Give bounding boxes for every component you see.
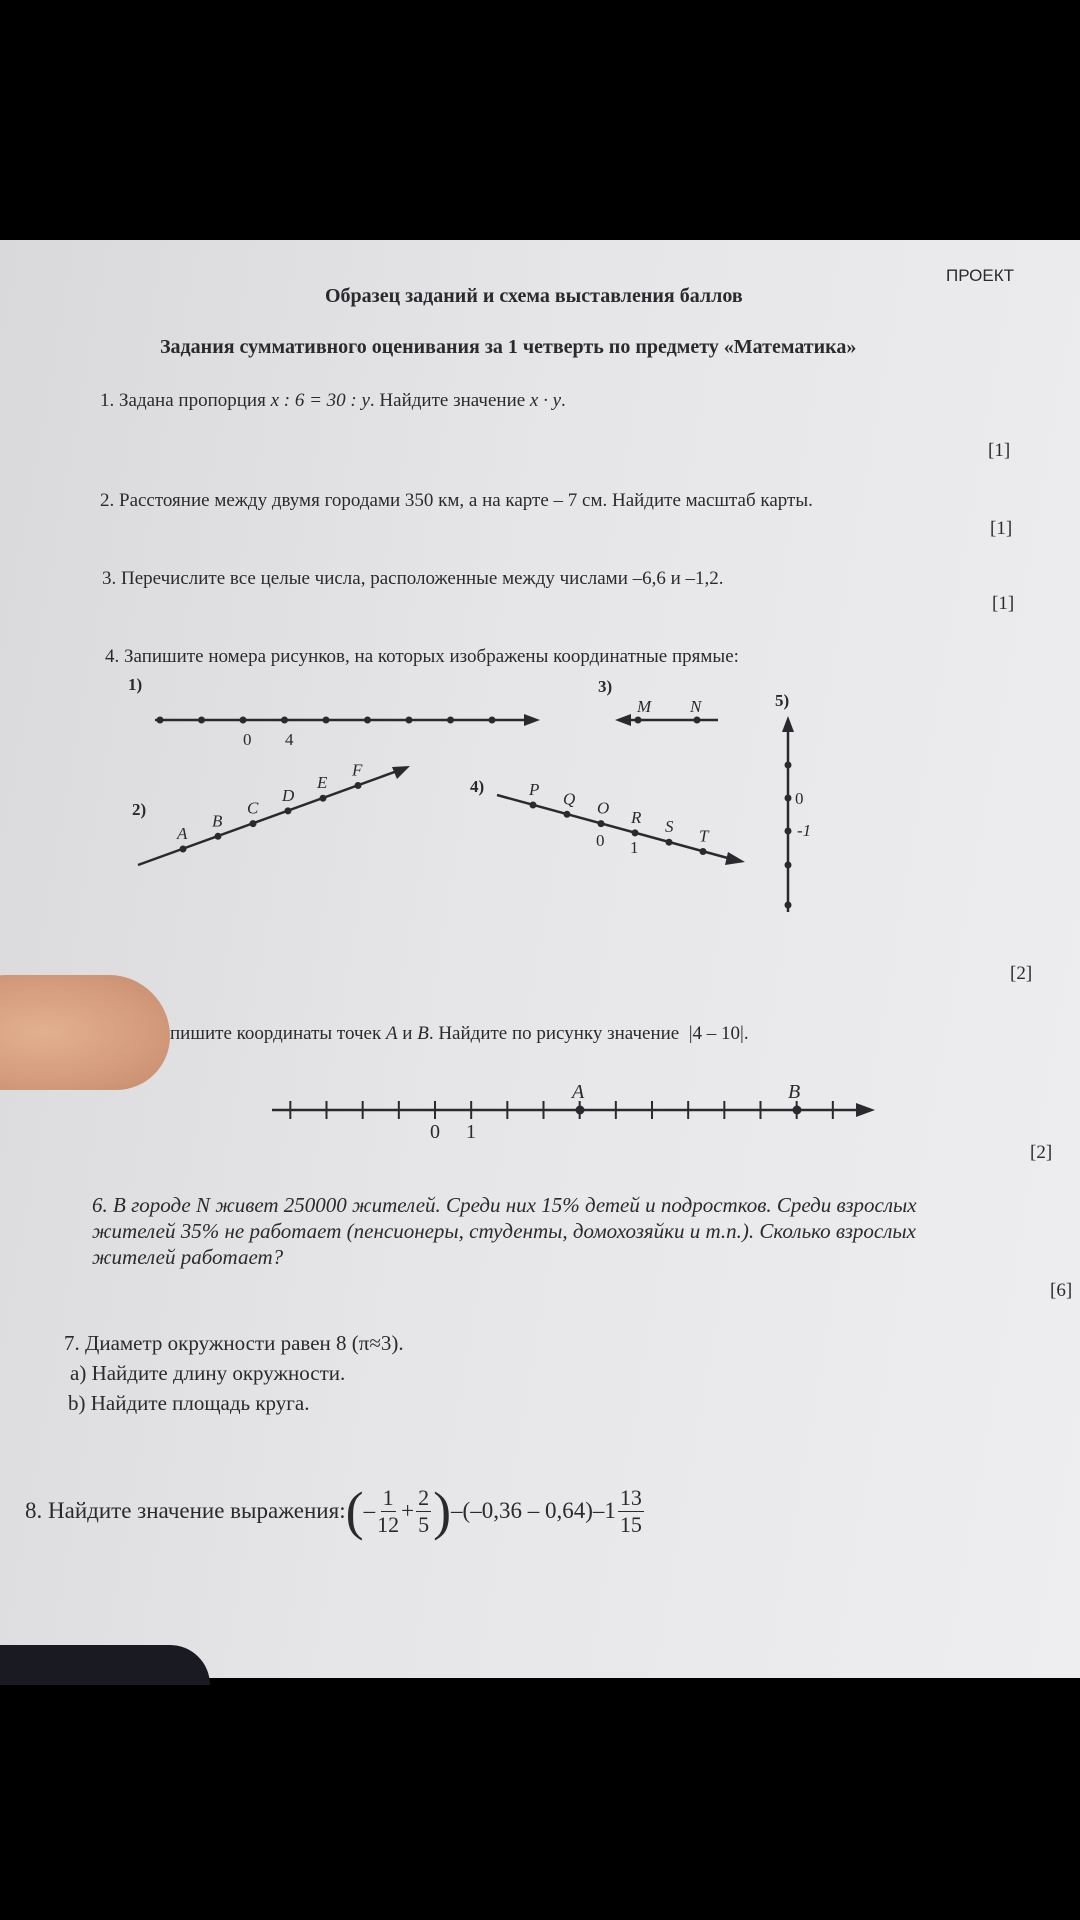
fig4-point: [598, 820, 605, 827]
q5-point-a: [576, 1106, 585, 1115]
q8-mid: –(–0,36 – 0,64)–1: [451, 1498, 616, 1523]
fig4-point: [564, 811, 571, 818]
q4-score: [2]: [1010, 963, 1033, 984]
q5-point-b: [793, 1106, 802, 1115]
fig2-point: [250, 820, 257, 827]
q8-fraction-2: [416, 1485, 431, 1538]
fig4-point-label: R: [631, 807, 642, 827]
fig4-num-0: 0: [596, 831, 605, 850]
fig1-dot: [447, 717, 454, 724]
fig4-point: [666, 839, 673, 846]
fig1-dot: [489, 717, 496, 724]
q8-paren-close: ): [433, 1481, 452, 1541]
fig4-arrow: [725, 852, 745, 865]
question-8: 8. Найдите значение выражения: ( – $\frac{1}{12}$ + $\frac{2}{5}$ ) –(–0,36 – 0,64)–1 $\frac{13}{15}$: [25, 1481, 642, 1541]
q6-score: [6]: [1050, 1280, 1073, 1301]
q7-a: a) Найдите длину окружности.: [70, 1361, 346, 1385]
fig5-dot: [785, 828, 792, 835]
q5-tick-1: 1: [466, 1121, 476, 1143]
fig1-dot: [240, 717, 247, 724]
q8-f3-den: 15: [619, 1511, 642, 1537]
q1-text2: . Найдите значение: [369, 390, 526, 411]
q8-f1-den: 12: [377, 1511, 400, 1537]
q5-expr: |4 – 10|: [688, 1023, 744, 1044]
fig1-dot: [157, 717, 164, 724]
q5-tick-0: 0: [430, 1121, 440, 1143]
fig1-arrow: [524, 714, 540, 726]
fig1-dot: [281, 717, 288, 724]
fig2-point-label: C: [247, 798, 259, 818]
q6-line-2: жителей 35% не работает (пенсионеры, студенты, домохозяйки и т.п.). Сколько взрослых: [92, 1219, 916, 1243]
fig4-num-1: 1: [630, 838, 639, 857]
q8-f2-den: 5: [418, 1511, 430, 1537]
q5-and: и: [402, 1023, 413, 1044]
q5-b: B: [417, 1023, 429, 1044]
q8-text: 8. Найдите значение выражения:: [25, 1498, 346, 1523]
q6-line-1: 6. В городе N живет 250000 жителей. Среди них 15% детей и подростков. Среди взрослых: [92, 1193, 917, 1217]
q8-fraction-1: [377, 1485, 399, 1538]
fig3-arrow: [615, 714, 631, 726]
q8-f1-num: 1: [382, 1484, 394, 1510]
question-5: [170, 1023, 749, 1045]
q1-expr2: x · y: [529, 390, 562, 411]
fig4-point-label: T: [699, 826, 709, 846]
fig1-tick-4: 4: [285, 730, 294, 749]
fig2-point-label: D: [282, 785, 295, 805]
q7-b: b) Найдите площадь круга.: [68, 1391, 310, 1415]
draft-label: ПРОЕКТ: [946, 266, 1015, 285]
fig5-label: 5): [775, 691, 790, 710]
dark-object: [0, 1645, 210, 1685]
q1-expr: x : 6 = 30 : y: [270, 390, 370, 411]
document-title: Образец заданий и схема выставления баллов: [325, 285, 743, 307]
q8-fraction-3: [618, 1485, 644, 1538]
fig1-dot: [198, 717, 205, 724]
fig4-point-label: S: [665, 817, 674, 837]
fig3-point-m: [635, 717, 642, 724]
fig2-label: 2): [132, 800, 147, 819]
fig4-point: [530, 802, 537, 809]
q1-text: 1. Задана пропорция: [100, 390, 266, 411]
q5-text2: . Найдите по рисунку значение: [428, 1023, 680, 1044]
q5-arrow: [856, 1103, 875, 1117]
fig4-point-label: O: [597, 798, 610, 818]
fig2-point: [355, 782, 362, 789]
fig4-point: [700, 848, 707, 855]
q6-line-3: жителей работает?: [92, 1245, 284, 1269]
fig2-point: [215, 833, 222, 840]
q3-score: [1]: [992, 593, 1015, 614]
q7-text: 7. Диаметр окружности равен 8 (π≈3).: [64, 1331, 404, 1355]
fig2-point: [285, 807, 292, 814]
q1-score: [1]: [988, 440, 1011, 461]
fig5-dot: [785, 762, 792, 769]
fig1-dot: [364, 717, 371, 724]
q8-paren-open: (: [345, 1481, 364, 1541]
fig2-point-label: A: [177, 824, 188, 843]
fig2-point-label: E: [317, 773, 328, 793]
fig4-label: 4): [470, 777, 485, 796]
fig5-tick-0: 0: [795, 789, 804, 808]
fig4-point-label: Q: [563, 789, 576, 809]
fig3-point-n: [694, 717, 701, 724]
fig4-point: [632, 829, 639, 836]
q1-end: .: [561, 390, 566, 411]
q5-label-a: A: [572, 1081, 585, 1103]
fig5-tick-minus1: -1: [797, 821, 812, 840]
q2-score: [1]: [990, 518, 1013, 539]
fig4-point-label: P: [529, 780, 540, 799]
fig2-point: [320, 795, 327, 802]
fig5-dot: [785, 862, 792, 869]
fig5-dot: [785, 795, 792, 802]
q5-score: [2]: [1030, 1142, 1053, 1163]
fig1-label: 1): [128, 675, 143, 694]
finger: [0, 975, 170, 1090]
question-7: [64, 1328, 404, 1418]
question-6: [92, 1192, 917, 1270]
fig5-arrow: [782, 716, 794, 732]
fig1-dot: [323, 717, 330, 724]
document-subtitle: Задания суммативного оценивания за 1 четверть по предмету «Математика»: [160, 336, 857, 358]
q5-text: пишите координаты точек: [170, 1023, 382, 1044]
fig3-m: M: [637, 697, 652, 716]
question-4: 4. Запишите номера рисунков, на которых изображены координатные прямые:: [105, 646, 739, 667]
q8-f3-num: 13: [619, 1484, 642, 1510]
fig5-dot: [785, 902, 792, 909]
fig2-point-label: F: [352, 760, 363, 780]
q5-end: .: [743, 1023, 749, 1044]
question-2: 2. Расстояние между двумя городами 350 км, а на карте – 7 см. Найдите масштаб карты.: [100, 490, 813, 511]
q5-label-b: B: [788, 1081, 801, 1103]
fig1-dot: [406, 717, 413, 724]
fig2-arrow: [392, 766, 410, 779]
fig2-point-label: B: [212, 811, 223, 831]
fig3-n: N: [690, 697, 702, 716]
fig3-label: 3): [598, 677, 613, 696]
q5-a: A: [385, 1023, 398, 1044]
fig2-point: [180, 846, 187, 853]
q8-f2-num: 2: [418, 1484, 430, 1510]
question-3: 3. Перечислите все целые числа, расположенные между числами –6,6 и –1,2.: [102, 568, 724, 589]
fig1-tick-0: 0: [243, 730, 252, 749]
